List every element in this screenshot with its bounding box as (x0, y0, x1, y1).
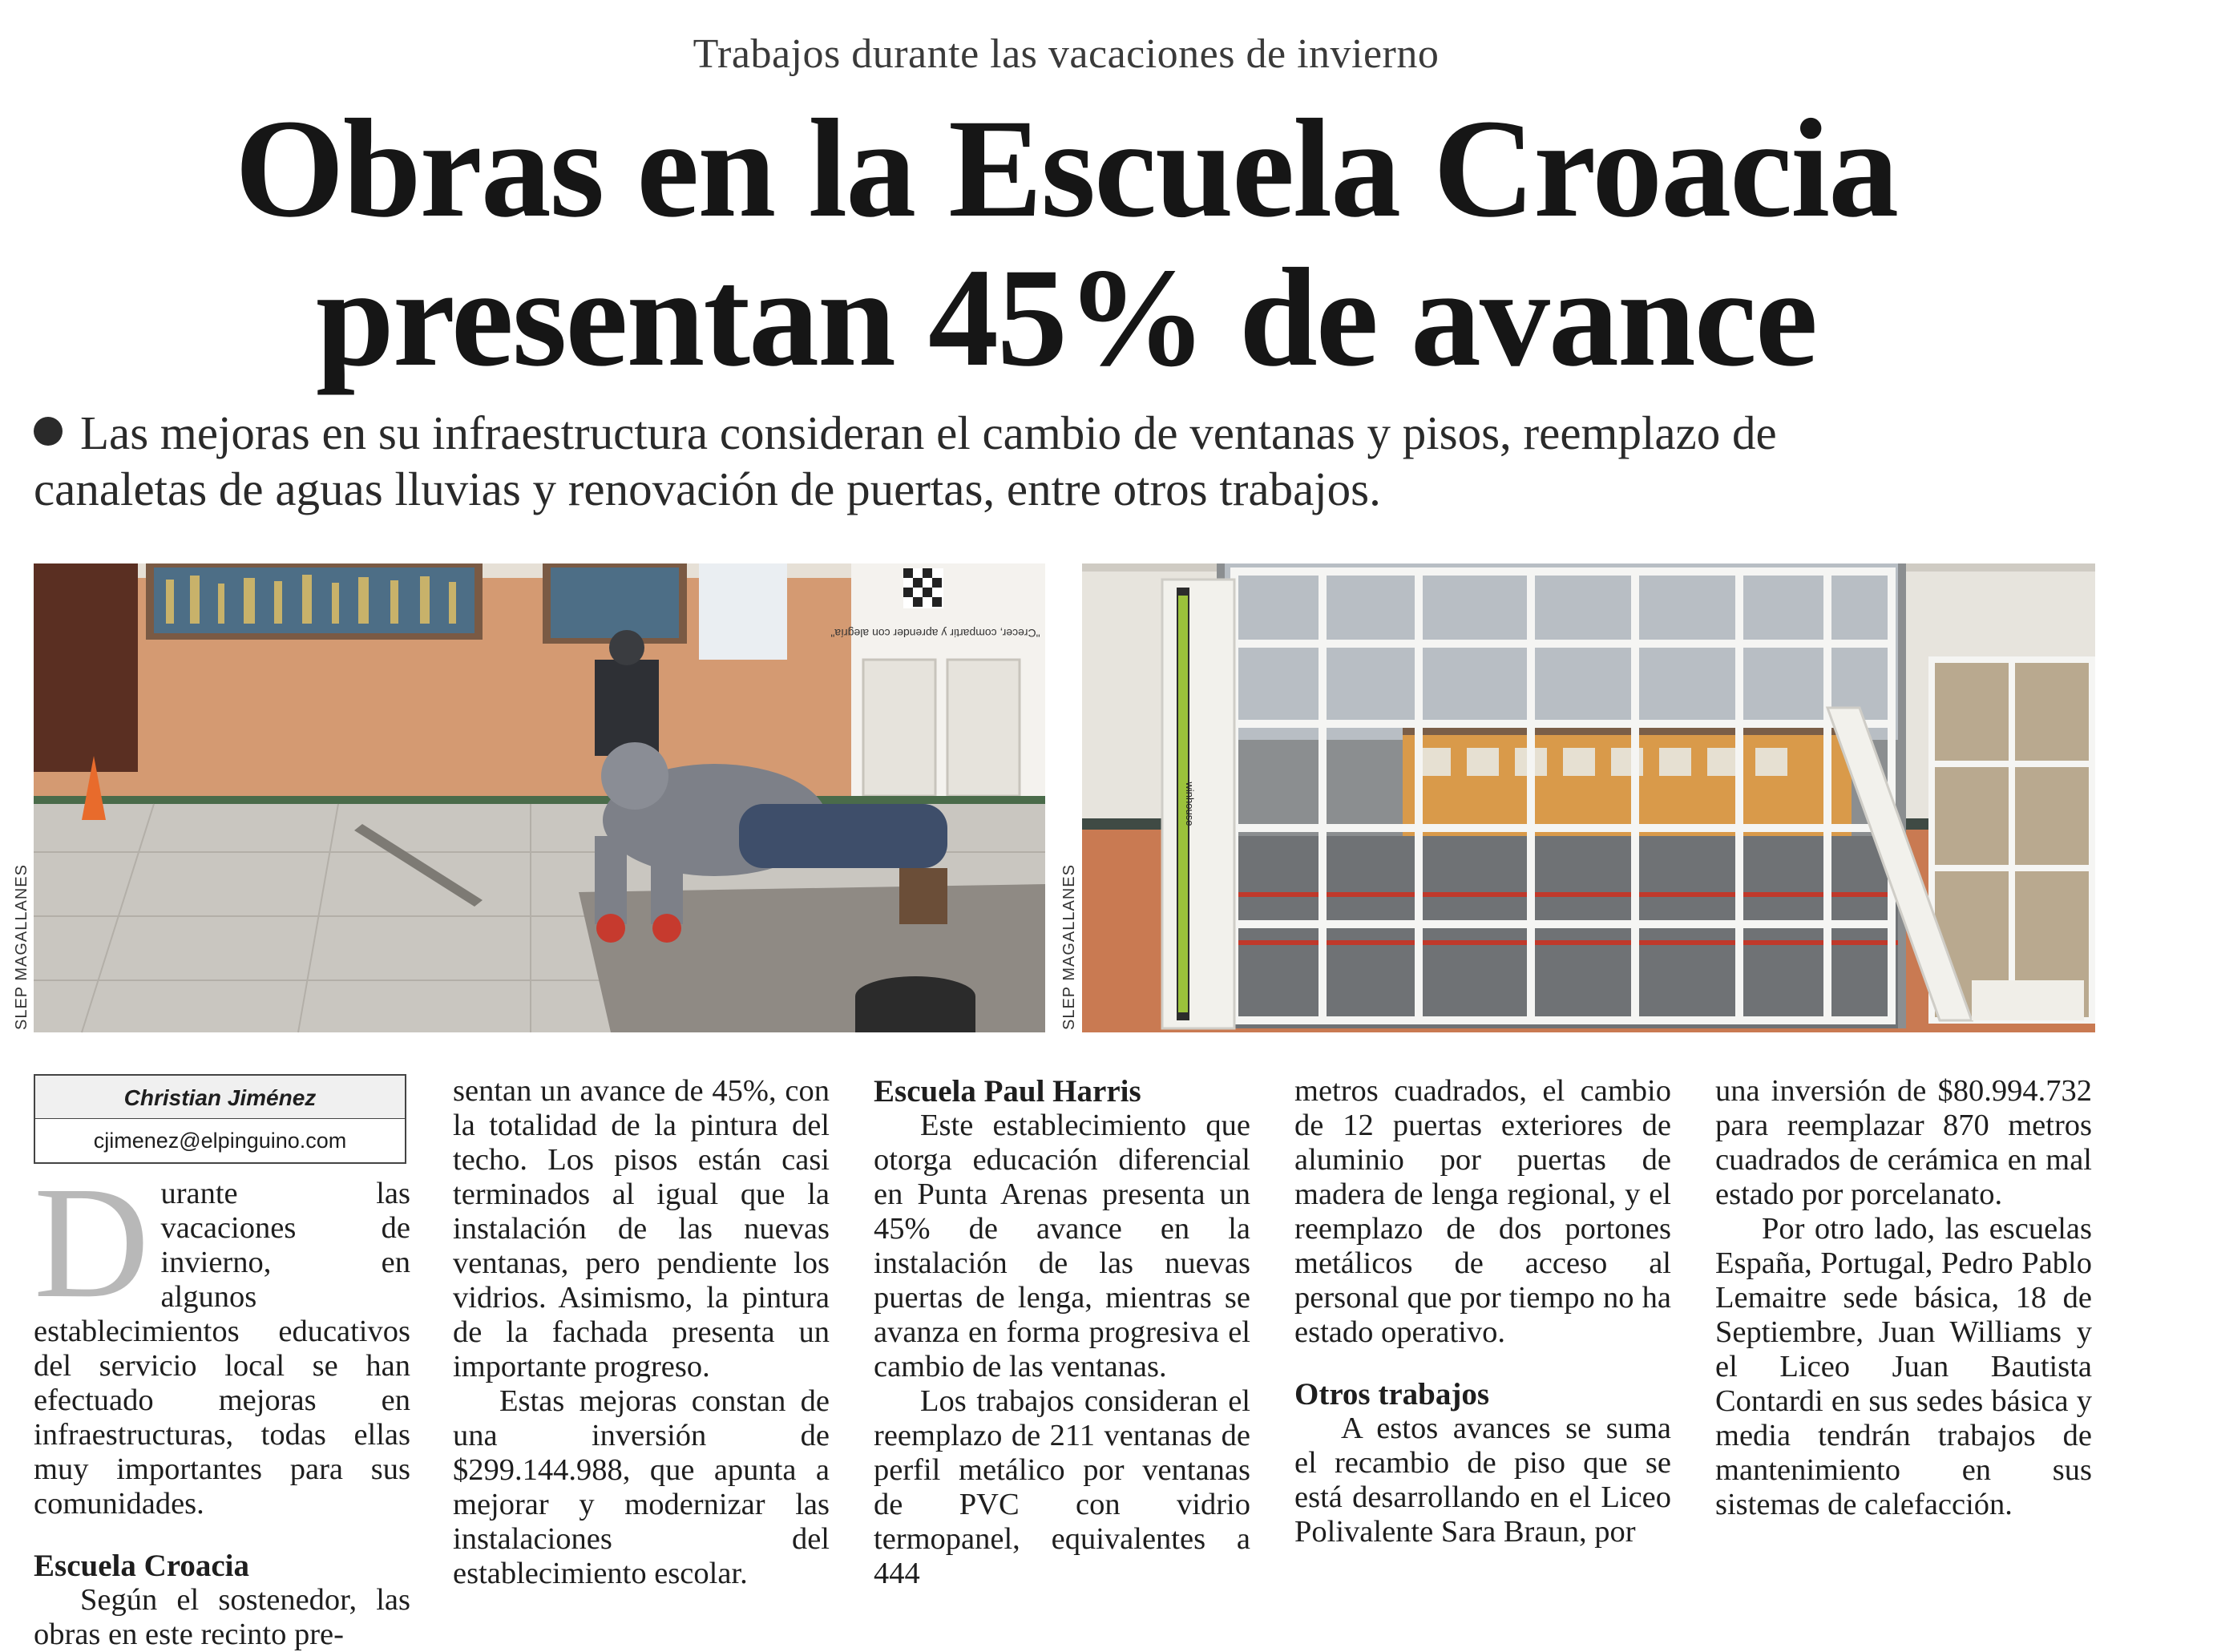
paragraph-3: Este establecimiento que otorga educación diferencial en Punta Arenas presenta un 45% de avance en la instalación de las nuevas puertas de lenga, mientras se avanza en forma progresiva el cambio de las ventanas. (874, 1109, 1250, 1383)
subhead-escuela-paul-harris: Escuela Paul Harris (874, 1074, 1141, 1109)
paragraph-2: Estas mejoras constan de una inversión de $299.144.988, que apunta a mejorar y modernizar las instalaciones del establecimiento escolar. (453, 1384, 830, 1590)
column-4 (1294, 1074, 1671, 1549)
subhead-otros-trabajos: Otros trabajos (1294, 1377, 1490, 1412)
headline (0, 91, 2132, 396)
photo-credit-1: SLEP MAGALLANES (13, 864, 30, 1030)
headline-line-2: presentan 45% de avance (315, 240, 1817, 396)
paragraph-1-continued: sentan un avance de 45%, con la totalidad de la pintura del techo. Los pisos están casi terminados al igual que la instalación de las nuevas ventanas, pero pendiente los vidrios. Asimismo, la pintura de la fachada presenta un importante progreso. (453, 1074, 830, 1383)
column-3 (874, 1074, 1250, 1591)
photo-floor-work (34, 563, 1045, 1032)
dropcap: D (34, 1154, 150, 1331)
paragraph-5-continued: una inversión de $80.994.732 para reemplazar 870 metros cuadrados de cerámica en mal estado por porcelanato. (1715, 1074, 2092, 1211)
paragraph-1: Según el sostenedor, las obras en este recinto pre- (34, 1583, 410, 1651)
paragraph-4-continued: metros cuadrados, el cambio de 12 puertas exteriores de aluminio por puertas de madera de lenga regional, y el reemplazo de dos portones metálicos de acceso al personal que por tiempo no ha estado operativo. (1294, 1074, 1671, 1349)
article-intro (34, 1154, 410, 1521)
kicker: Trabajos durante las vacaciones de invierno (693, 31, 1440, 77)
column-1 (34, 1074, 410, 1652)
photo-windows (1082, 563, 2095, 1032)
door-sign-text: "Crecer, compartir y aprender con alegría" (830, 627, 1040, 640)
deck-text: Las mejoras en su infraestructura consideran el cambio de ventanas y pisos, reemplazo de canaletas de aguas lluvias y renovación de puertas, entre otros trabajos. (34, 406, 1777, 515)
photo-credit-2: SLEP MAGALLANES (1060, 864, 1078, 1030)
paragraph-6: Por otro lado, las escuelas España, Portugal, Pedro Pablo Lemaitre sede básica, 18 de Septiembre, Juan Williams y el Liceo Juan Bautista Contardi en sus sedes básica y media tendrán trabajos de mantenimiento en sus sistemas de calefacción. (1715, 1212, 2092, 1521)
column-5 (1715, 1074, 2092, 1522)
photo-windows-illustration (1082, 563, 2095, 1032)
paragraph-4: Los trabajos consideran el reemplazo de 211 ventanas de perfil metálico por ventanas de PVC con vidrio termopanel, equivalentes a 444 (874, 1384, 1250, 1590)
frame-label: winhouse (1184, 782, 1196, 826)
paragraph-5: A estos avances se suma el recambio de piso que se está desarrollando en el Liceo Polivalente Sara Braun, por (1294, 1412, 1671, 1549)
column-2 (453, 1074, 830, 1591)
intro-paragraph: urante las vacaciones de invierno, en algunos establecimientos educativos del servicio local se han efectuado mejoras en infraestructuras, todas ellas muy importantes para sus comunidades. (34, 1177, 410, 1521)
bullet-icon (34, 417, 63, 446)
headline-line-1: Obras en la Escuela Croacia (234, 91, 1898, 247)
subhead-escuela-croacia: Escuela Croacia (34, 1549, 250, 1583)
byline-name: Christian Jiménez (35, 1076, 405, 1119)
byline (34, 1074, 406, 1164)
photo-floor-illustration (34, 563, 1045, 1032)
deck (34, 405, 1957, 517)
byline-email: cjimenez@elpinguino.com (93, 1129, 347, 1153)
